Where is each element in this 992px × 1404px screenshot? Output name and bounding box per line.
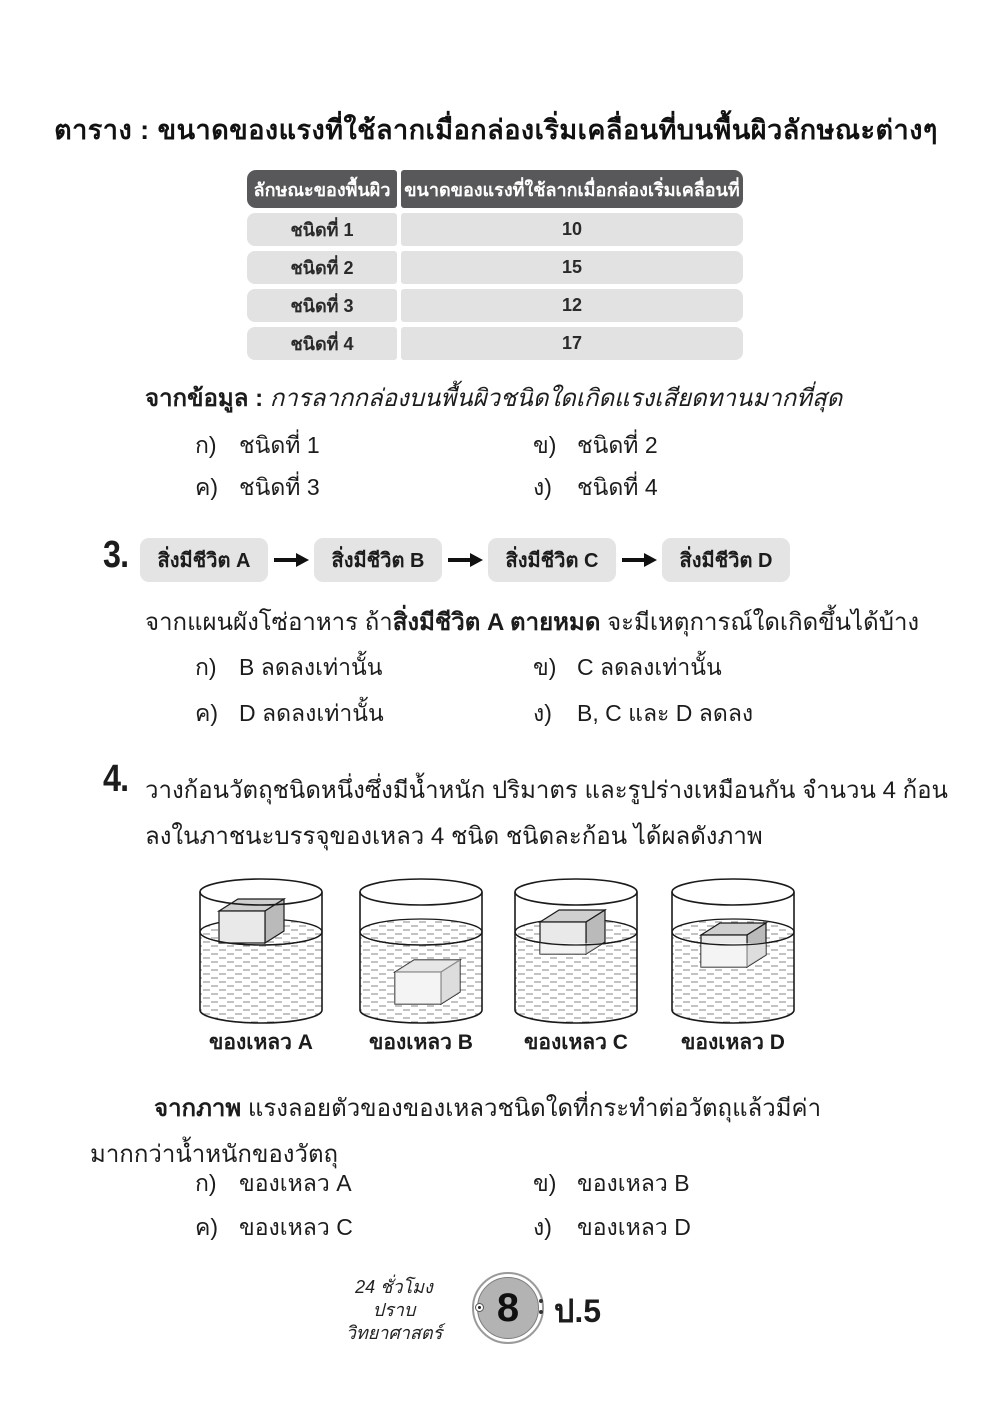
question-4-text: [145, 768, 965, 860]
table-header-surface: ลักษณะของพื้นผิว: [247, 170, 397, 208]
option-text: ชนิดที่ 4: [577, 474, 658, 500]
option-text: B ลดลงเท่านั้น: [239, 654, 383, 680]
table-row: [247, 251, 743, 284]
badge-dot-icon: [539, 1310, 543, 1314]
footer-series-title: [318, 1276, 470, 1345]
series-line: 24 ชั่วโมง: [355, 1277, 433, 1297]
option-text: D ลดลงเท่านั้น: [239, 700, 384, 726]
page-number: 8: [496, 1285, 520, 1330]
beaker-figure-a: [186, 876, 336, 1033]
answer-option-ka: [195, 650, 382, 686]
option-text: ชนิดที่ 3: [239, 474, 320, 500]
option-letter: ค): [195, 700, 219, 726]
arrow-right-icon: [273, 551, 309, 569]
question-4-number: 4.: [103, 758, 129, 800]
option-text: ของเหลว C: [239, 1214, 353, 1240]
option-letter: ข): [533, 654, 557, 680]
table-question-body: การลากกล่องบนพื้นผิวชนิดใดเกิดแรงเสียดทานมากที่สุด: [269, 385, 843, 412]
organism-box-a: สิ่งมีชีวิต A: [140, 538, 268, 582]
question-3-post: จะมีเหตุการณ์ใดเกิดขึ้นได้บ้าง: [600, 609, 920, 636]
badge-dot-icon: [539, 1299, 543, 1303]
question-3-number: 3.: [103, 534, 129, 576]
series-line: ปราบ: [372, 1300, 416, 1320]
option-text: ของเหลว A: [239, 1170, 352, 1196]
subquestion-lead: จากภาพ: [154, 1095, 242, 1122]
answer-option-kho: [533, 1166, 690, 1202]
question-4-line1: วางก้อนวัตถุชนิดหนึ่งซึ่งมีน้ำหนัก ปริมาตร และรูปร่างเหมือนกัน จำนวน 4 ก้อน: [145, 777, 948, 804]
option-letter: ง): [533, 1214, 552, 1240]
friction-force-table: [247, 170, 743, 365]
option-letter: ก): [195, 1170, 217, 1196]
option-text: ชนิดที่ 2: [577, 432, 658, 458]
beaker-label-c: ของเหลว C: [524, 1031, 628, 1054]
table-cell-force: 10: [401, 213, 743, 246]
option-text: C ลดลงเท่านั้น: [577, 654, 722, 680]
option-text: ของเหลว D: [577, 1214, 691, 1240]
question-4-subquestion: [90, 1086, 905, 1178]
table-cell-force: 17: [401, 327, 743, 360]
organism-box-c: สิ่งมีชีวิต C: [488, 538, 616, 582]
table-row: [247, 289, 743, 322]
beaker-figure-c: [501, 876, 651, 1033]
option-letter: ง): [533, 700, 552, 726]
table-cell-force: 15: [401, 251, 743, 284]
option-letter: ข): [533, 1170, 557, 1196]
organism-box-b: สิ่งมีชีวิต B: [314, 538, 442, 582]
beaker-label-a: ของเหลว A: [209, 1031, 313, 1054]
table-question-lead: จากข้อมูล :: [145, 385, 264, 412]
option-text: B, C และ D ลดลง: [577, 700, 754, 726]
question-3-pre: จากแผนผังโซ่อาหาร ถ้า: [145, 609, 393, 636]
beaker-figure-d: [658, 876, 808, 1033]
table-row: [247, 213, 743, 246]
table-cell-surface: ชนิดที่ 1: [247, 213, 397, 246]
arrow-right-icon: [447, 551, 483, 569]
question-3-text: [145, 602, 919, 641]
option-letter: ก): [195, 432, 217, 458]
option-letter: ข): [533, 432, 557, 458]
table-header-force: ขนาดของแรงที่ใช้ลากเมื่อกล่องเริ่มเคลื่อนที่: [401, 170, 743, 208]
badge-dot-icon: [475, 1303, 484, 1312]
arrow-right-icon: [621, 551, 657, 569]
beaker-label-b: ของเหลว B: [369, 1031, 473, 1054]
question-4-line2: ลงในภาชนะบรรจุของเหลว 4 ชนิด ชนิดละก้อน ได้ผลดังภาพ: [145, 823, 763, 850]
answer-option-ngo: [533, 696, 753, 732]
table-cell-surface: ชนิดที่ 3: [247, 289, 397, 322]
option-letter: ง): [533, 474, 552, 500]
answer-option-ngo: [533, 470, 658, 506]
beaker-label-d: ของเหลว D: [681, 1031, 785, 1054]
grade-label: ป.5: [554, 1293, 601, 1329]
series-line: วิทยาศาสตร์: [345, 1323, 443, 1343]
beaker-figure-b: [346, 876, 496, 1033]
question-3-bold: สิ่งมีชีวิต A ตายหมด: [392, 609, 601, 636]
table-question-text: [145, 378, 842, 417]
page-number-badge: [477, 1277, 539, 1339]
answer-option-kho2: [195, 1210, 353, 1246]
option-text: ชนิดที่ 1: [239, 432, 320, 458]
organism-box-d: สิ่งมีชีวิต D: [662, 538, 790, 582]
answer-option-ka: [195, 428, 320, 464]
table-cell-force: 12: [401, 289, 743, 322]
table-cell-surface: ชนิดที่ 4: [247, 327, 397, 360]
answer-option-ka: [195, 1166, 352, 1202]
answer-option-ngo: [533, 1210, 691, 1246]
answer-option-kho2: [195, 470, 320, 506]
table-caption: ตาราง : ขนาดของแรงที่ใช้ลากเมื่อกล่องเริ่มเคลื่อนที่บนพื้นผิวลักษณะต่างๆ: [54, 115, 938, 145]
table-row: [247, 327, 743, 360]
option-text: ของเหลว B: [577, 1170, 690, 1196]
option-letter: ค): [195, 1214, 219, 1240]
option-letter: ค): [195, 474, 219, 500]
table-header-row: [247, 170, 743, 208]
subquestion-body: แรงลอยตัวของของเหลวชนิดใดที่กระทำต่อวัตถุแล้วมีค่ามากกว่าน้ำหนักของวัตถุ: [90, 1095, 822, 1168]
option-letter: ก): [195, 654, 217, 680]
answer-option-kho2: [195, 696, 384, 732]
food-chain-diagram: [140, 538, 790, 582]
answer-option-kho: [533, 428, 658, 464]
table-cell-surface: ชนิดที่ 2: [247, 251, 397, 284]
answer-option-kho: [533, 650, 722, 686]
